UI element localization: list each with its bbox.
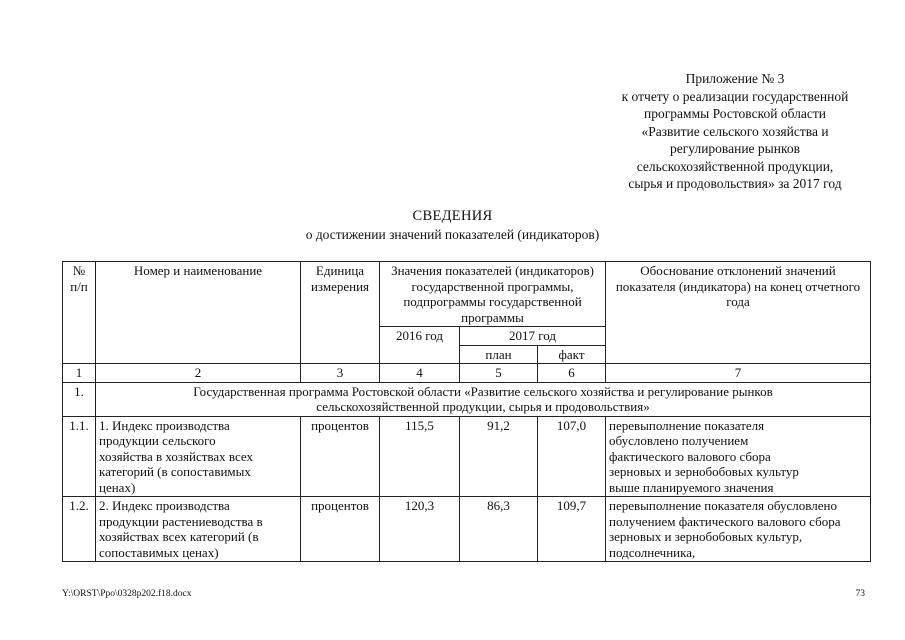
document-title: СВЕДЕНИЯ: [412, 208, 493, 224]
col-number: 6: [538, 364, 606, 383]
row-name: [96, 497, 301, 562]
row-name-text: 1. Индекс производства продукции сельского хозяйства в хозяйствах всех категорий (в сопоставимых ценах): [99, 417, 254, 495]
appendix-line: к отчету о реализации государственной: [621, 88, 849, 104]
row-fact: 109,7: [538, 497, 606, 562]
col-number: 7: [606, 364, 871, 383]
header-values: Значения показателей (индикаторов) государственной программы, подпрограммы государственной программы: [380, 262, 606, 327]
header-2017: 2017 год: [460, 327, 606, 346]
indicators-table: [62, 261, 871, 562]
header-plan: план: [460, 345, 538, 364]
table-row: [63, 416, 871, 497]
header-num: № п/п: [63, 262, 96, 364]
page-number: 73: [855, 589, 865, 599]
row-unit: процентов: [301, 416, 380, 497]
row-name: [96, 416, 301, 497]
section-row: [63, 382, 871, 416]
col-number: 1: [63, 364, 96, 383]
row-reason-text: перевыполнение показателя обусловлено получением фактического валового сбора зерновых и зернобобовых культур, подсолнечника,: [609, 498, 841, 560]
col-number: 5: [460, 364, 538, 383]
row-reason: [606, 497, 871, 562]
header-name: Номер и наименование: [96, 262, 301, 364]
appendix-line: программы Ростовской области: [644, 106, 826, 121]
section-title: Государственная программа Ростовской области «Развитие сельского хозяйства и регулирование рынков сельскохозяйственной продукции, сырья и продовольствия»: [96, 382, 871, 416]
appendix-line: сырья и продовольствия» за 2017 год: [628, 176, 842, 191]
column-number-row: [63, 364, 871, 383]
col-number: 4: [380, 364, 460, 383]
appendix-line: «Развитие сельского хозяйства и: [641, 123, 829, 139]
row-2016: 120,3: [380, 497, 460, 562]
row-unit: процентов: [301, 497, 380, 562]
appendix-line: сельскохозяйственной продукции,: [636, 158, 834, 174]
table-row: [63, 497, 871, 562]
appendix-line: регулирование рынков: [670, 141, 800, 156]
row-reason: [606, 416, 871, 497]
header-reason: Обоснование отклонений значений показателя (индикатора) на конец отчетного года: [606, 262, 871, 364]
row-plan: 91,2: [460, 416, 538, 497]
section-num: 1.: [63, 382, 96, 416]
row-reason-text: перевыполнение показателя обусловлено получением фактического валового сбора зерновых и зернобобовых культур выше планируемого значения: [609, 417, 799, 495]
appendix-header: [590, 70, 880, 193]
row-num: 1.1.: [63, 416, 96, 497]
row-name-text: 2. Индекс производства продукции растениеводства в хозяйствах всех категорий (в сопоставимых ценах): [99, 498, 263, 560]
row-fact: 107,0: [538, 416, 606, 497]
appendix-line: Приложение № 3: [685, 71, 785, 86]
footer-file-path: Y:\ORST\Ppo\0328p202.f18.docx: [62, 589, 192, 599]
header-row: [63, 262, 871, 327]
row-num: 1.2.: [63, 497, 96, 562]
document-subtitle: о достижении значений показателей (индикаторов): [305, 227, 600, 242]
header-unit: Единица измерения: [301, 262, 380, 364]
row-plan: 86,3: [460, 497, 538, 562]
header-fact: факт: [538, 345, 606, 364]
col-number: 2: [96, 364, 301, 383]
header-2016: 2016 год: [380, 327, 460, 364]
row-2016: 115,5: [380, 416, 460, 497]
col-number: 3: [301, 364, 380, 383]
